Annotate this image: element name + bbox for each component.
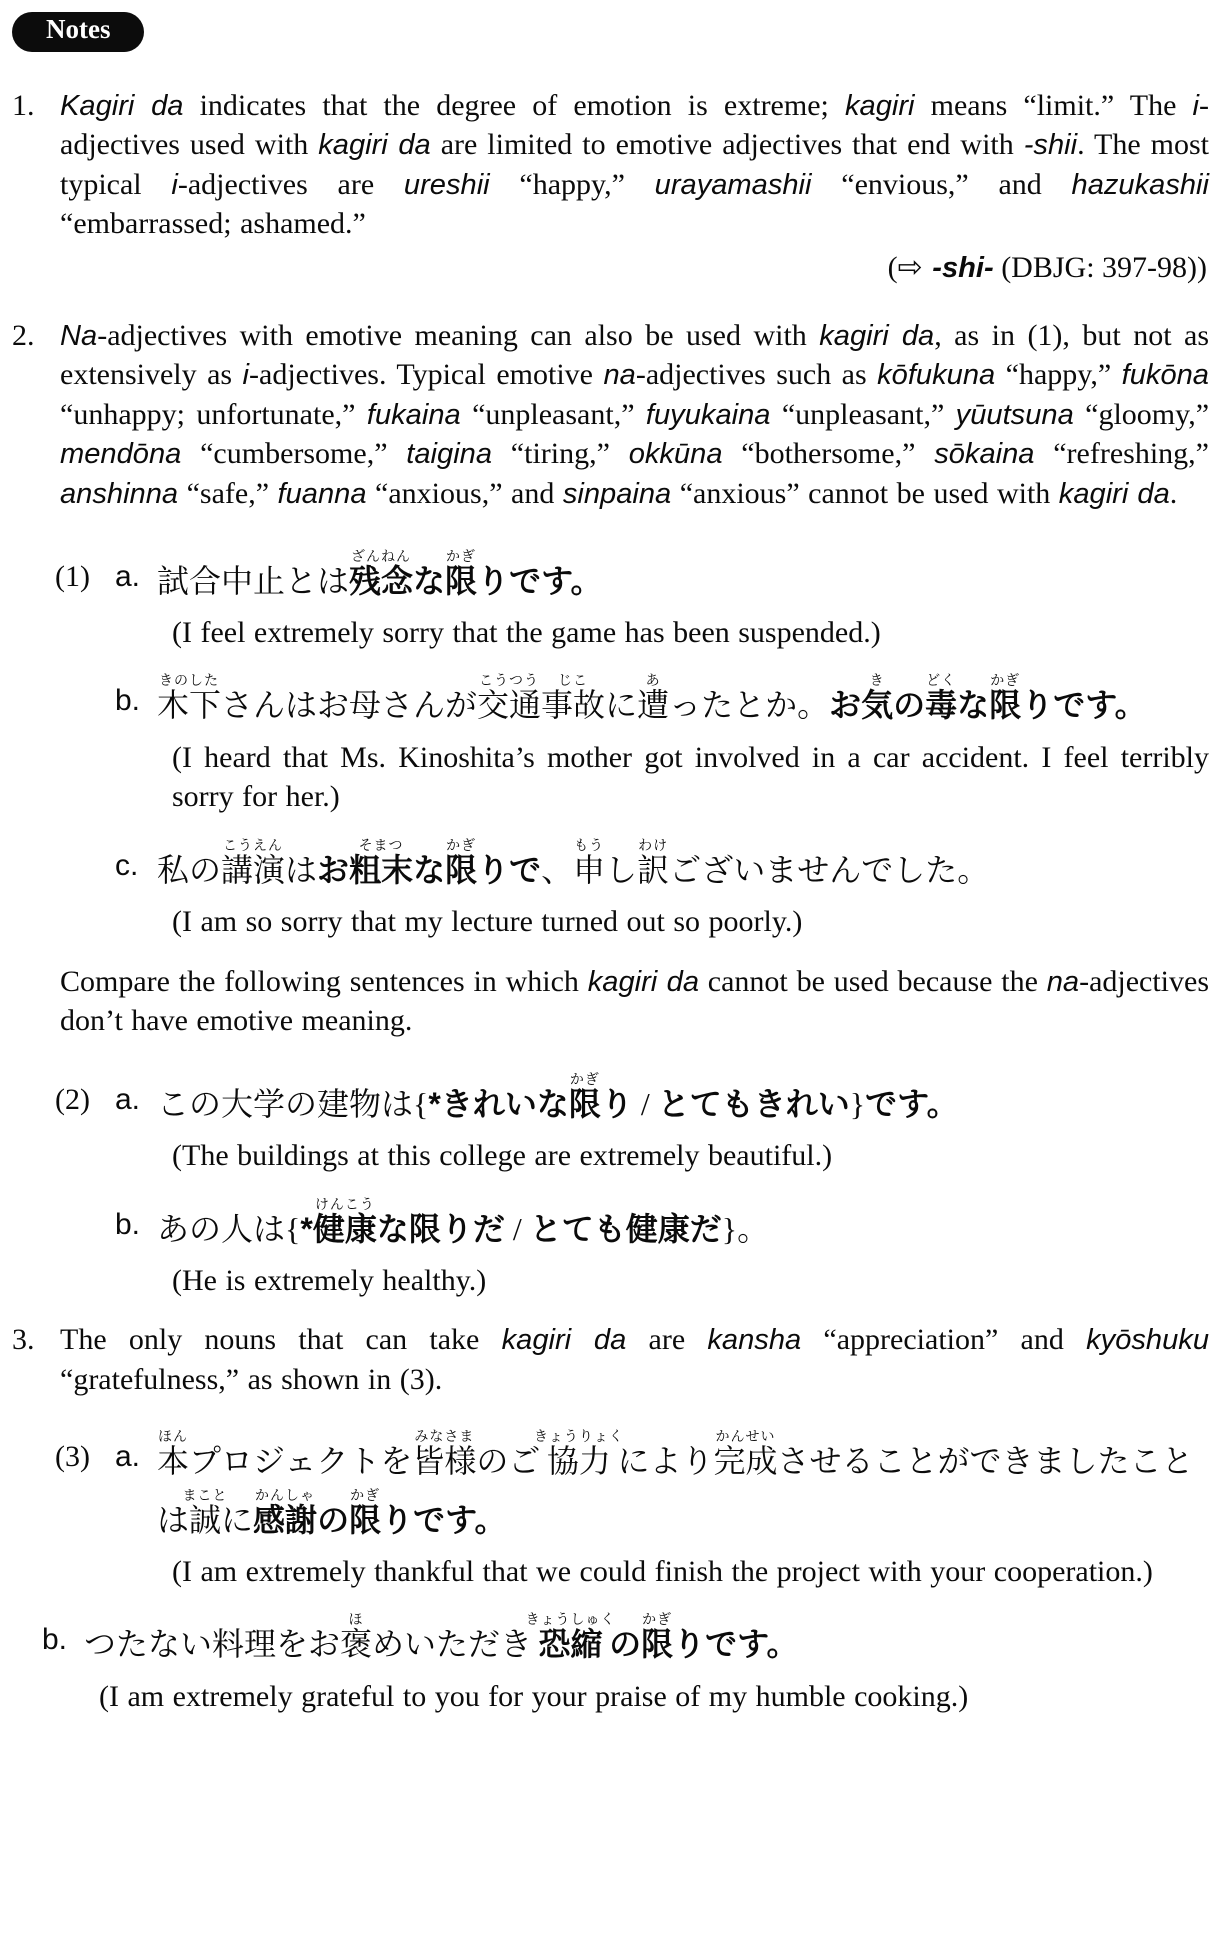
ruby-base: 完成 <box>713 1442 778 1479</box>
text-segment: / <box>504 1210 530 1247</box>
furigana-reading: かぎ <box>568 1070 601 1087</box>
text-segment: 私の <box>157 851 222 888</box>
ruby-base: 毒 <box>925 687 958 724</box>
text-segment: ございませんでした。 <box>669 851 990 888</box>
text-segment: -adjectives used with <box>60 88 1210 162</box>
example-3a-number: (3) <box>55 1439 90 1473</box>
furigana-reading: かぎ <box>349 1486 382 1503</box>
text-segment: りです <box>673 1626 767 1663</box>
furigana-reading: ほん <box>157 1427 189 1444</box>
ruby-base: 協力 <box>533 1442 624 1479</box>
ruby-term <box>989 672 1022 724</box>
example-2a-japanese <box>157 1071 1209 1134</box>
furigana-reading: きょうりょく <box>533 1427 624 1444</box>
ruby-base: 粗末 <box>349 851 414 888</box>
text-segment: この大学の建物は{ <box>157 1085 429 1122</box>
ruby-base: 限 <box>568 1085 601 1122</box>
furigana-reading: かぎ <box>445 547 478 564</box>
furigana-reading: かんせい <box>713 1427 778 1444</box>
example-3a-translation: (I am extremely thankful that we could finish the project with your cooperation.) <box>172 1554 1153 1588</box>
example-2b-translation: (He is extremely healthy.) <box>172 1263 487 1297</box>
text-segment: “cumbersome,” <box>181 437 407 471</box>
ruby-term <box>573 836 606 888</box>
furigana-reading: きのした <box>157 672 221 689</box>
text-segment: cannot be used because the <box>699 964 1047 998</box>
ruby-term <box>182 1486 228 1538</box>
example-1b-number <box>55 672 115 816</box>
note-1-cross-reference <box>60 248 1209 288</box>
example-1b-letter: b. <box>115 684 141 718</box>
ruby-term <box>861 672 894 724</box>
example-1b <box>55 672 1209 816</box>
ruby-term <box>637 836 670 888</box>
text-segment: 。 <box>737 1210 770 1247</box>
example-group-2 <box>12 1071 1209 1301</box>
ruby-term <box>525 1611 616 1663</box>
ruby-term <box>477 672 542 724</box>
ruby-base: 申 <box>573 851 606 888</box>
note-1-number: 1. <box>12 88 35 122</box>
text-segment: -shii <box>1023 129 1078 162</box>
example-1c-japanese <box>157 837 1209 900</box>
example-1c <box>55 837 1209 942</box>
text-segment: fukaina <box>366 398 461 431</box>
example-2b-number <box>55 1196 115 1301</box>
text-segment: りです <box>1021 687 1115 724</box>
example-3a <box>55 1428 1209 1592</box>
ruby-base: 誠 <box>182 1501 228 1538</box>
ruby-term <box>221 836 286 888</box>
text-segment: “happy,” <box>995 358 1122 392</box>
ruby-term <box>157 672 222 724</box>
ruby-base: 事故 <box>541 687 606 724</box>
example-1a-body <box>157 548 1209 653</box>
text-segment: taigina <box>406 438 493 471</box>
text-segment: yūutsuna <box>955 398 1074 431</box>
ruby-term <box>641 1611 674 1663</box>
text-segment: , as in (1), but not as extensively as <box>60 318 1209 392</box>
text-segment: 。 <box>926 1085 959 1122</box>
text-segment: kansha <box>707 1324 802 1357</box>
example-2a-body <box>157 1071 1209 1176</box>
text-segment: “tiring,” <box>492 437 629 471</box>
example-2a <box>55 1071 1209 1176</box>
text-segment: 。 <box>474 1501 507 1538</box>
text-segment: kagiri da <box>501 1324 627 1357</box>
text-segment: お <box>317 851 350 888</box>
text-segment: } <box>849 1085 866 1122</box>
furigana-reading: まこと <box>182 1486 228 1503</box>
furigana-reading: みなさま <box>412 1427 477 1444</box>
text-segment: } <box>721 1210 738 1247</box>
text-segment: し <box>605 851 638 888</box>
ruby-term <box>340 1611 373 1663</box>
text-segment: . The most typical <box>60 128 1209 201</box>
example-3b <box>42 1611 1209 1716</box>
ruby-term <box>349 836 414 888</box>
text-segment: “gloomy,” <box>1073 397 1210 431</box>
text-segment: プロジェクトを <box>189 1442 413 1479</box>
text-segment: -adjectives. Typical emotive <box>249 358 604 392</box>
text-segment: means “limit.” The <box>914 88 1193 122</box>
text-segment: fukōna <box>1121 359 1209 392</box>
furigana-reading: こうえん <box>221 836 286 853</box>
text-segment: とてもきれい <box>657 1085 850 1122</box>
ruby-term <box>445 836 478 888</box>
note-3-text <box>60 1320 1209 1399</box>
text-segment: 、 <box>541 851 574 888</box>
text-segment: のご <box>476 1442 541 1479</box>
text-segment: に <box>221 1501 254 1538</box>
note-3-body <box>60 1320 1209 1399</box>
text-segment: 。 <box>766 1626 799 1663</box>
example-group-1 <box>12 548 1209 942</box>
example-2b-japanese <box>157 1196 1209 1259</box>
text-segment: -shi- <box>932 252 994 285</box>
note-1 <box>12 86 1209 288</box>
example-2a-number: (2) <box>55 1082 90 1116</box>
note-2-number: 2. <box>12 318 35 352</box>
ruby-base: 限 <box>641 1626 674 1663</box>
ruby-base: 遭 <box>637 687 670 724</box>
note-1-body <box>60 86 1209 288</box>
text-segment: na <box>603 359 636 392</box>
note-3-number: 3. <box>12 1323 35 1357</box>
furigana-reading: ほ <box>340 1611 373 1628</box>
text-segment: は <box>285 851 318 888</box>
furigana-reading: き <box>861 672 894 689</box>
example-2a-translation: (The buildings at this college are extremely beautiful.) <box>172 1138 833 1172</box>
example-2a-letter: a. <box>115 1082 141 1116</box>
text-segment: anshinna <box>60 478 179 511</box>
ruby-term <box>568 1070 601 1122</box>
example-2b <box>55 1196 1209 1301</box>
furigana-reading: もう <box>573 836 606 853</box>
text-segment: とても健康だ <box>529 1210 722 1247</box>
text-segment: により <box>617 1442 714 1479</box>
example-1b-japanese <box>157 672 1209 735</box>
text-segment: “unpleasant,” <box>770 397 956 431</box>
ruby-term <box>312 1195 377 1247</box>
text-segment: sinpaina <box>562 478 672 511</box>
example-1c-translation: (I am so sorry that my lecture turned out so poorly.) <box>172 904 803 938</box>
text-segment: fuyukaina <box>645 398 771 431</box>
text-segment: な限りだ <box>376 1210 505 1247</box>
ruby-term <box>349 1486 382 1538</box>
furigana-reading: きょうしゅく <box>525 1611 616 1628</box>
text-segment: kagiri da <box>318 129 431 162</box>
text-segment: The only nouns that can take <box>60 1323 502 1357</box>
text-segment: 。 <box>570 562 603 599</box>
ruby-base: 交通 <box>477 687 542 724</box>
text-segment: kagiri da <box>819 319 935 352</box>
notes-badge-row <box>12 12 1209 52</box>
example-1a-letter: a. <box>115 559 141 593</box>
example-1a <box>55 548 1209 653</box>
example-1a-japanese <box>157 548 1209 611</box>
text-segment: na <box>1046 965 1080 998</box>
furigana-reading: じこ <box>541 672 606 689</box>
furigana-reading: かぎ <box>445 836 478 853</box>
text-segment: -adjectives are <box>177 167 404 201</box>
example-3b-japanese <box>84 1611 1209 1674</box>
example-1c-number <box>55 837 115 942</box>
example-3b-letter: b. <box>42 1623 68 1657</box>
ruby-term <box>445 547 478 599</box>
example-1c-body <box>157 837 1209 942</box>
text-segment: りです <box>477 562 571 599</box>
text-segment: り <box>600 1085 633 1122</box>
ruby-base: 健康 <box>312 1210 377 1247</box>
text-segment: お <box>829 687 862 724</box>
text-segment: な <box>413 851 446 888</box>
ruby-term <box>157 1427 190 1479</box>
ruby-term <box>925 672 958 724</box>
example-3b-body <box>84 1611 1209 1716</box>
ruby-base: 訳 <box>637 851 670 888</box>
text-segment: i <box>171 168 178 201</box>
text-segment: ⇨ <box>897 250 933 286</box>
text-segment: さんはお母さんが <box>221 687 478 724</box>
furigana-reading: わけ <box>637 836 670 853</box>
text-segment: “unpleasant,” <box>460 397 646 431</box>
notes-badge-label: Notes <box>46 14 111 44</box>
text-segment: です <box>865 1085 927 1122</box>
furigana-reading: かんしゃ <box>253 1486 318 1503</box>
text-segment: “embarrassed; ashamed.” <box>60 207 366 241</box>
example-3a-japanese <box>157 1428 1209 1550</box>
ruby-base: 感謝 <box>253 1501 318 1538</box>
furigana-reading: こうつう <box>477 672 542 689</box>
text-segment: Compare the following sentences in which <box>60 964 588 998</box>
ruby-base: 限 <box>445 851 478 888</box>
furigana-reading: そまつ <box>349 836 414 853</box>
text-segment: “gratefulness,” as shown in (3). <box>60 1362 443 1396</box>
text-segment: に <box>605 687 638 724</box>
text-segment: 試合中止とは <box>157 562 350 599</box>
ruby-base: 残念 <box>349 562 414 599</box>
text-segment: “envious,” and <box>811 167 1072 201</box>
ruby-term <box>533 1427 624 1479</box>
example-2b-letter: b. <box>115 1207 141 1241</box>
text-segment: okkūna <box>628 438 723 471</box>
text-segment: mendōna <box>60 438 182 471</box>
note-2 <box>12 316 1209 514</box>
text-segment: * <box>300 1210 313 1247</box>
text-segment: kōfukuna <box>877 359 996 392</box>
compare-paragraph <box>60 962 1209 1041</box>
text-segment: -adjectives such as <box>635 358 878 392</box>
ruby-base: 限 <box>445 562 478 599</box>
text-segment: つたない料理をお <box>84 1626 341 1663</box>
note-2-body <box>60 316 1209 514</box>
example-1b-body <box>157 672 1209 816</box>
note-3 <box>12 1320 1209 1399</box>
text-segment: な <box>957 687 990 724</box>
note-2-text <box>60 316 1209 514</box>
example-3a-body <box>157 1428 1209 1592</box>
furigana-reading: あ <box>637 672 670 689</box>
text-segment: . <box>1169 477 1178 511</box>
text-segment: (DBJG: 397-98)) <box>993 251 1207 285</box>
ruby-base: 木下 <box>157 687 222 724</box>
ruby-base: 本 <box>157 1442 190 1479</box>
text-segment: めいただき <box>372 1626 533 1663</box>
text-segment: “appreciation” and <box>801 1323 1087 1357</box>
text-segment: i <box>242 359 250 392</box>
ruby-base: 恐縮 <box>525 1626 616 1663</box>
ruby-base: 皆様 <box>412 1442 477 1479</box>
text-segment: させることができましたことは <box>157 1442 1194 1538</box>
text-segment: ( <box>887 251 898 285</box>
text-segment: -adjectives with emotive meaning can also be used with <box>97 318 820 352</box>
ruby-base: 限 <box>989 687 1022 724</box>
example-3a-letter: a. <box>115 1439 141 1473</box>
text-segment: indicates that the degree of emotion is extreme; <box>183 88 845 122</box>
example-1a-translation: (I feel extremely sorry that the game has been suspended.) <box>172 615 881 649</box>
text-segment: kagiri da <box>1058 478 1170 511</box>
text-segment: i <box>1192 89 1200 122</box>
furigana-reading: けんこう <box>312 1195 377 1212</box>
text-segment: hazukashii <box>1071 168 1209 201</box>
ruby-base: 褒 <box>340 1626 373 1663</box>
text-segment: kyōshuku <box>1086 1324 1210 1357</box>
example-1c-letter: c. <box>115 848 139 882</box>
furigana-reading: どく <box>925 672 958 689</box>
text-segment: の <box>317 1501 350 1538</box>
text-segment: sōkaina <box>934 438 1035 471</box>
ruby-term <box>349 547 414 599</box>
text-segment: りです <box>381 1501 475 1538</box>
furigana-reading: ざんねん <box>349 547 414 564</box>
ruby-term <box>637 672 670 724</box>
furigana-reading: かぎ <box>989 672 1022 689</box>
text-segment: の <box>893 687 926 724</box>
text-segment: “anxious” cannot be used with <box>671 477 1059 511</box>
example-3b-translation: (I am extremely grateful to you for your praise of my humble cooking.) <box>99 1679 969 1713</box>
text-segment: Kagiri da <box>60 89 184 122</box>
text-segment: -adjectives don’t have emotive meaning. <box>60 964 1210 1038</box>
text-segment: ureshii <box>403 168 490 201</box>
text-segment: “unhappy; unfortunate,” <box>60 397 367 431</box>
text-segment: “refreshing,” <box>1034 437 1209 471</box>
ruby-base: 限 <box>349 1501 382 1538</box>
example-1a-number: (1) <box>55 559 90 593</box>
text-segment: kagiri <box>844 89 915 122</box>
example-1b-translation: (I heard that Ms. Kinoshita’s mother got involved in a car accident. I feel terribly sorry for her.) <box>172 740 1209 814</box>
text-segment: *きれいな <box>428 1085 569 1122</box>
text-segment: urayamashii <box>654 168 812 201</box>
text-segment: kagiri da <box>587 965 699 998</box>
text-segment: “safe,” <box>178 477 278 511</box>
text-segment: fuanna <box>277 478 367 511</box>
text-segment: are <box>626 1323 708 1357</box>
text-segment: “anxious,” and <box>366 477 563 511</box>
example-2b-body <box>157 1196 1209 1301</box>
text-segment: are limited to emotive adjectives that end with <box>430 128 1024 162</box>
text-segment: ったとか。 <box>669 687 830 724</box>
notes-section-badge <box>12 12 144 52</box>
text-segment: “bothersome,” <box>722 437 935 471</box>
ruby-base: 講演 <box>221 851 286 888</box>
example-group-3 <box>12 1428 1209 1717</box>
text-segment: りで <box>477 851 542 888</box>
ruby-term <box>412 1427 477 1479</box>
ruby-term <box>713 1427 778 1479</box>
ruby-base: 気 <box>861 687 894 724</box>
note-1-text <box>60 86 1209 244</box>
text-segment: / <box>632 1085 658 1122</box>
text-segment: あの人は{ <box>157 1210 301 1247</box>
text-segment: Na <box>60 319 98 352</box>
furigana-reading: かぎ <box>641 1611 674 1628</box>
text-segment: の <box>609 1626 642 1663</box>
text-segment: な <box>413 562 446 599</box>
ruby-term <box>541 672 606 724</box>
text-segment: 。 <box>1114 687 1147 724</box>
text-segment: “happy,” <box>489 167 655 201</box>
ruby-term <box>253 1486 318 1538</box>
